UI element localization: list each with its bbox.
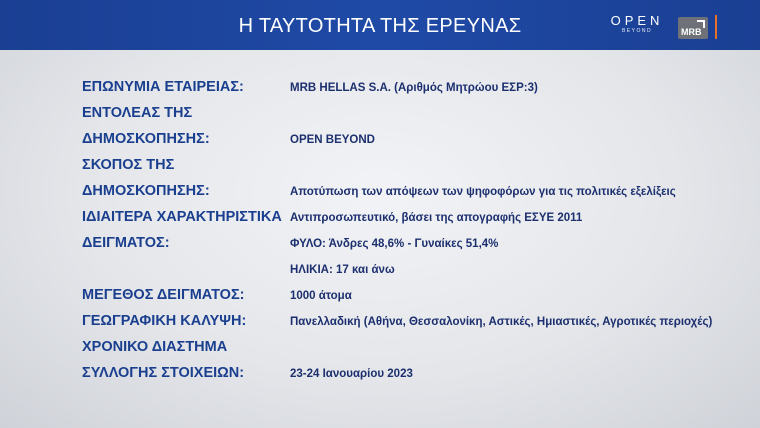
label-sample-features-line2: ΔΕΙΓΜΑΤΟΣ: bbox=[82, 235, 170, 251]
value-purpose: Αποτύπωση των απόψεων των ψηφοφόρων για τις πολιτικές εξελίξεις bbox=[290, 186, 676, 198]
page-title: Η ΤΑΥΤΟΤΗΤΑ ΤΗΣ ΕΡΕΥΝΑΣ bbox=[238, 15, 522, 37]
value-age: ΗΛΙΚΙΑ: 17 και άνω bbox=[290, 264, 395, 276]
mrb-logo bbox=[678, 17, 708, 39]
label-period-line1: ΧΡΟΝΙΚΟ ΔΙΑΣΤΗΜΑ bbox=[82, 339, 228, 355]
value-sample-features: Αντιπροσωπευτικό, βάσει της απογραφής ΕΣΥΕ 2011 bbox=[290, 212, 583, 224]
value-sex-split: ΦΥΛΟ: Άνδρες 48,6% - Γυναίκες 51,4% bbox=[290, 238, 499, 250]
label-purpose-line2: ΔΗΜΟΣΚΟΠΗΣΗΣ: bbox=[82, 183, 210, 199]
label-company-name: ΕΠΩΝΥΜΙΑ ΕΤΑΙΡΕΙΑΣ: bbox=[82, 79, 244, 95]
label-period-line2: ΣΥΛΛΟΓΗΣ ΣΤΟΙΧΕΙΩΝ: bbox=[82, 365, 245, 381]
label-purpose-line1: ΣΚΟΠΟΣ ΤΗΣ bbox=[82, 157, 175, 173]
value-collection-period: 23-24 Ιανουαρίου 2023 bbox=[290, 368, 413, 380]
value-sample-size: 1000 άτομα bbox=[290, 290, 352, 302]
value-geographic-coverage: Πανελλαδική (Αθήνα, Θεσσαλονίκη, Αστικές, Ημιαστικές, Αγροτικές περιοχές) bbox=[290, 316, 713, 328]
value-client: OPEN BEYOND bbox=[290, 134, 375, 146]
logo-separator bbox=[715, 15, 717, 39]
label-geographic-coverage: ΓΕΩΓΡΑΦΙΚΗ ΚΑΛΥΨΗ: bbox=[82, 313, 247, 329]
logo-open-subtext: BEYOND bbox=[621, 28, 653, 34]
mrb-logo-text: MRB bbox=[681, 27, 702, 37]
open-beyond-logo bbox=[608, 14, 666, 35]
label-client-line2: ΔΗΜΟΣΚΟΠΗΣΗΣ: bbox=[82, 131, 210, 147]
value-company-name: MRB HELLAS S.A. (Αριθμός Μητρώου ΕΣΡ:3) bbox=[290, 82, 538, 94]
label-sample-size: ΜΕΓΕΘΟΣ ΔΕΙΓΜΑΤΟΣ: bbox=[82, 287, 245, 303]
logo-open-text: OPEN bbox=[610, 13, 664, 28]
label-sample-features-line1: ΙΔΙΑΙΤΕΡΑ ΧΑΡΑΚΤΗΡΙΣΤΙΚΑ bbox=[82, 209, 282, 225]
label-client-line1: ΕΝΤΟΛΕΑΣ ΤΗΣ bbox=[82, 105, 193, 121]
